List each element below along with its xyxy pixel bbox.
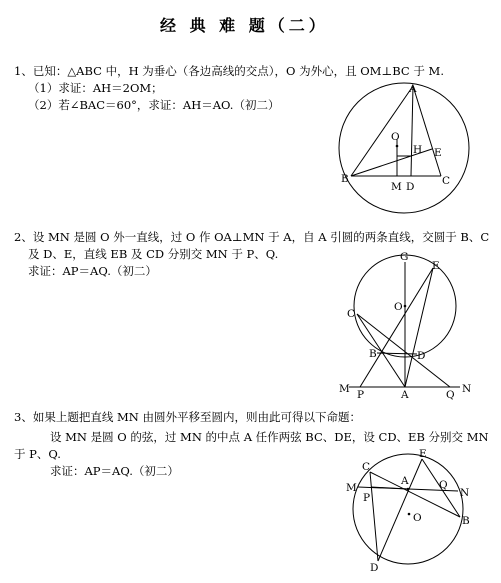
label-b: B <box>369 348 377 360</box>
problem-3-prove: 求证：AP＝AQ.（初二） <box>50 464 179 478</box>
label-m: M <box>339 383 350 395</box>
problem-1-part-1: （1）求证：AH＝2OM； <box>28 81 163 95</box>
problem-3-statement: 3、如果上题把直线 MN 由圆外平移至圆内，则由此可得以下命题： <box>14 410 361 424</box>
problem-2-statement: 2、设 MN 是圆 O 外一直线，过 O 作 OA⊥MN 于 A，自 A 引圆的两条直线，交圆于 B、C <box>14 230 490 244</box>
label-o: O <box>413 512 422 524</box>
problem-2-prove: 求证：AP＝AQ.（初二） <box>28 264 157 278</box>
label-a: A <box>401 475 409 487</box>
problem-3-proposition: 设 MN 是圆 O 的弦，过 MN 的中点 A 任作两弦 BC、DE，设 CD、EB 分别交 MN <box>50 430 489 444</box>
label-a: A <box>401 389 409 401</box>
label-m: M <box>391 181 402 193</box>
label-e: E <box>434 147 442 159</box>
problem-1-statement: 1、已知：△ABC 中，H 为垂心（各边高线的交点），O 为外心，且 OM⊥BC 于 M. <box>14 64 444 78</box>
label-a: A <box>409 83 417 95</box>
label-b: B <box>462 515 470 527</box>
label-q: Q <box>446 389 455 401</box>
label-c: C <box>362 461 371 473</box>
problem-3-proposition-cont: 于 P、Q. <box>14 447 61 461</box>
page-title: 经 典 难 题（二） <box>160 16 329 35</box>
problem-1-part-2: （2）若∠BAC＝60°，求证：AH＝AO.（初二） <box>28 98 280 112</box>
label-m: M <box>346 482 357 494</box>
label-d: D <box>417 350 426 362</box>
problem-2-statement-cont: 及 D、E，直线 EB 及 CD 分别交 MN 于 P、Q. <box>28 247 279 261</box>
label-h: H <box>413 144 423 156</box>
label-o: O <box>391 131 400 143</box>
label-p: P <box>363 492 371 504</box>
label-e: E <box>419 448 427 460</box>
chord-de <box>378 459 422 561</box>
line-cd <box>370 472 378 561</box>
label-e: E <box>432 260 440 272</box>
label-n: N <box>462 383 472 395</box>
label-q: Q <box>439 479 448 491</box>
label-c: C <box>442 175 451 187</box>
label-b: B <box>341 173 349 185</box>
label-n: N <box>460 487 470 499</box>
label-c: C <box>347 308 356 320</box>
label-o: O <box>394 301 403 313</box>
label-p: P <box>357 389 365 401</box>
label-d: D <box>406 181 415 193</box>
label-g: G <box>400 251 409 263</box>
label-d: D <box>370 562 379 574</box>
